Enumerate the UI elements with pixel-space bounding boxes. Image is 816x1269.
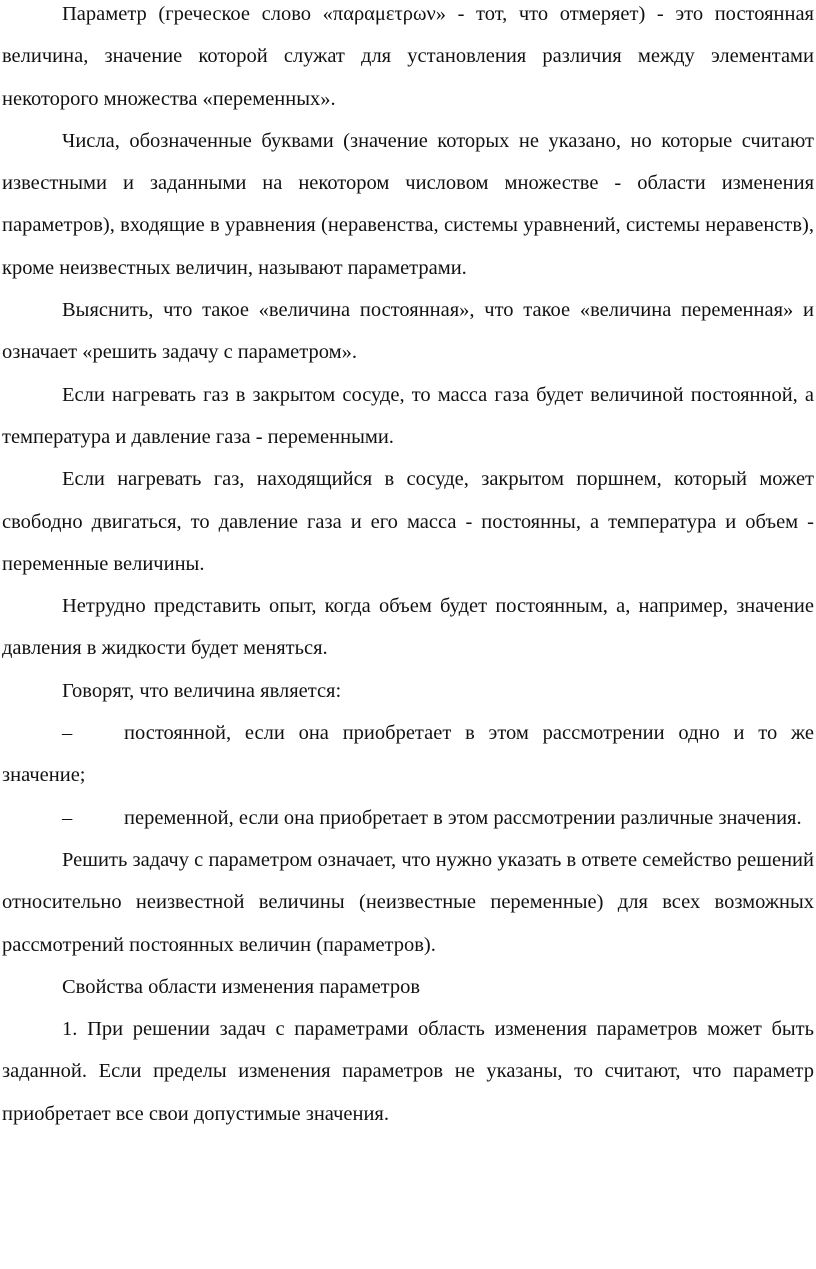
paragraph-quantity-is: Говорят, что величина является: xyxy=(62,679,342,702)
paragraph-property-1: 1. При решении задач с параметрами область изменения параметров может быть заданной. Если пределы изменения параметров не указаны, то считают, что параметр приобретает все свои допустимые значения. xyxy=(2,1018,814,1125)
paragraph-letters-numbers: Числа, обозначенные буквами (значение которых не указано, но которые считают известными и заданными на некотором числовом множестве - области изменения параметров), входящие в уравнения (неравенства, системы уравнений, системы неравенств), кроме неизвестных величин, называют параметрами. xyxy=(2,129,814,279)
list-dash-marker: – xyxy=(62,722,73,745)
list-item-variable-text: переменной, если она приобретает в этом рассмотрении различные значения. xyxy=(124,806,802,829)
paragraph-volume-experiment: Нетрудно представить опыт, когда объем будет постоянным, а, например, значение давления в жидкости будет меняться. xyxy=(2,595,814,660)
paragraph-find-out: Выяснить, что такое «величина постоянная», что такое «величина переменная» и означает «решить задачу с параметром». xyxy=(2,299,814,364)
list-item-constant-text: постоянной, если она приобретает в этом рассмотрении одно и то же значение; xyxy=(2,722,814,787)
paragraph-solve-task: Решить задачу с параметром означает, что нужно указать в ответе семейство решений относительно неизвестной величины (неизвестные переменные) для всех возможных рассмотрений постоянных величин (параметров). xyxy=(2,848,814,956)
section-heading-parameter-domain: Свойства области изменения параметров xyxy=(62,975,421,998)
paragraph-piston-vessel: Если нагревать газ, находящийся в сосуде, закрытом поршнем, который может свободно двигаться, то давление газа и его масса - постоянны, а температура и объем - переменные величины. xyxy=(2,468,814,575)
list-item-variable xyxy=(2,797,814,839)
paragraph-closed-vessel: Если нагревать газ в закрытом сосуде, то масса газа будет величиной постоянной, а температура и давление газа - переменными. xyxy=(2,383,814,448)
list-item-constant xyxy=(2,712,814,797)
paragraph-parameter-definition: Параметр (греческое слово «παραμετρων» - тот, что отмеряет) - это постоянная величина, значение которой служат для установления различия между элементами некоторого множества «переменных». xyxy=(2,3,814,110)
list-dash-marker: – xyxy=(62,806,73,829)
